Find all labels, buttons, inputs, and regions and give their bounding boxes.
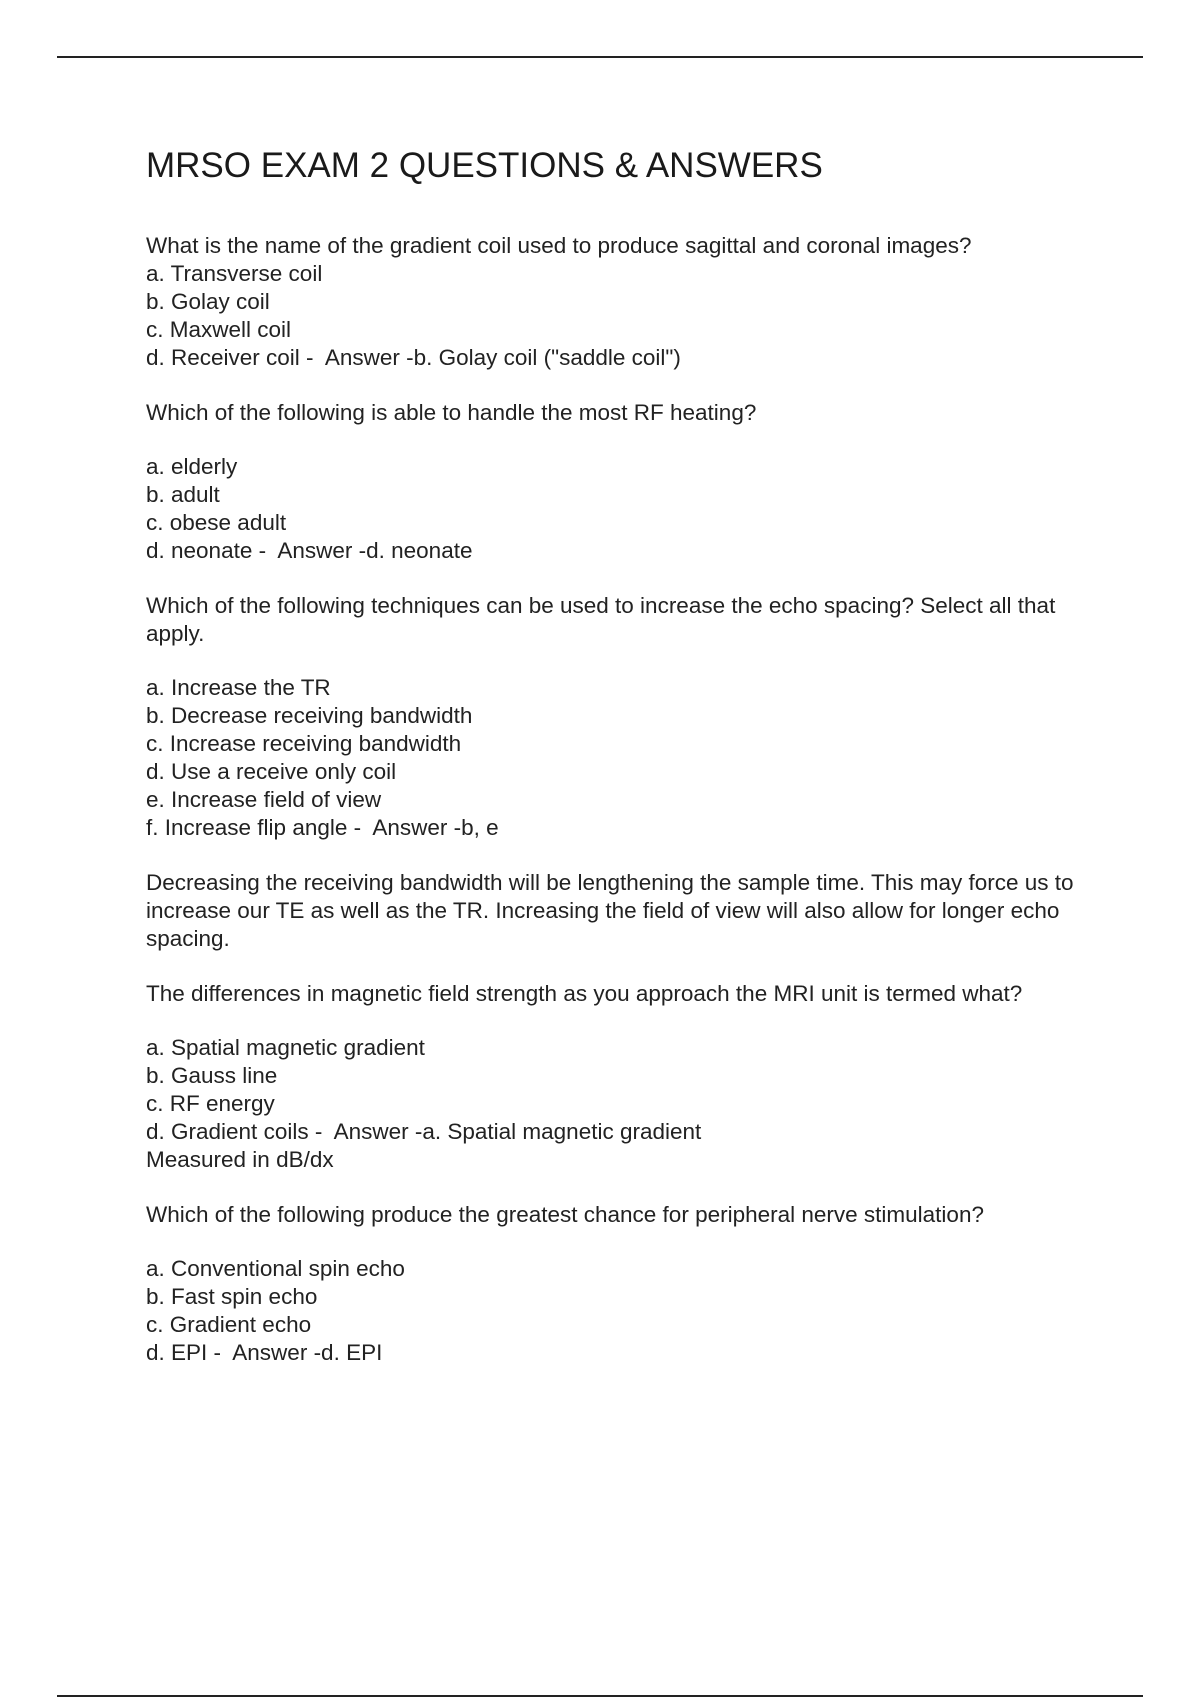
option: a. Conventional spin echo [146, 1256, 405, 1281]
option-with-answer: f. Increase flip angle - Answer -b, e [146, 815, 499, 840]
option: c. Increase receiving bandwidth [146, 731, 462, 756]
option-with-answer: d. neonate - Answer -d. neonate [146, 538, 473, 563]
option: b. Decrease receiving bandwidth [146, 703, 473, 728]
spacer [146, 648, 1101, 674]
document-body [146, 140, 1101, 1394]
option-with-answer: d. Gradient coils - Answer -a. Spatial magnetic gradient [146, 1119, 702, 1144]
option: c. Maxwell coil [146, 317, 292, 342]
option: c. RF energy [146, 1091, 275, 1116]
spacer [146, 1229, 1101, 1255]
option: c. Gradient echo [146, 1312, 312, 1337]
option: a. Spatial magnetic gradient [146, 1035, 425, 1060]
bottom-rule [57, 1695, 1143, 1697]
explanation-text: Decreasing the receiving bandwidth will be lengthening the sample time. This may force us to increase our TE as well as the TR. Increasing the field of view will also allow for longer echo spacing. [146, 870, 1074, 951]
option: a. Transverse coil [146, 261, 323, 286]
option: d. Use a receive only coil [146, 759, 397, 784]
option: b. Gauss line [146, 1063, 278, 1088]
option: c. obese adult [146, 510, 287, 535]
question-block-2 [146, 399, 1101, 565]
top-rule [57, 56, 1143, 58]
question-block-4 [146, 980, 1101, 1174]
answer-note: Measured in dB/dx [146, 1147, 334, 1172]
option: b. Fast spin echo [146, 1284, 318, 1309]
option: a. elderly [146, 454, 238, 479]
question-text: Which of the following techniques can be used to increase the echo spacing? Select all that apply. [146, 593, 1062, 646]
document-title: MRSO EXAM 2 QUESTIONS & ANSWERS [146, 146, 823, 185]
option: e. Increase field of view [146, 787, 382, 812]
option-with-answer: d. EPI - Answer -d. EPI [146, 1340, 383, 1365]
spacer [146, 427, 1101, 453]
option-with-answer: d. Receiver coil - Answer -b. Golay coil ("saddle coil") [146, 345, 681, 370]
question-text: Which of the following produce the greatest chance for peripheral nerve stimulation? [146, 1202, 984, 1227]
question-text: Which of the following is able to handle the most RF heating? [146, 400, 757, 425]
question-block-1 [146, 232, 1101, 372]
question-block-3 [146, 592, 1101, 842]
question-text: What is the name of the gradient coil used to produce sagittal and coronal images? [146, 233, 972, 258]
question-block-5 [146, 1201, 1101, 1367]
spacer [146, 1008, 1101, 1034]
option: a. Increase the TR [146, 675, 331, 700]
option: b. adult [146, 482, 220, 507]
question-text: The differences in magnetic field strength as you approach the MRI unit is termed what? [146, 981, 1023, 1006]
option: b. Golay coil [146, 289, 270, 314]
